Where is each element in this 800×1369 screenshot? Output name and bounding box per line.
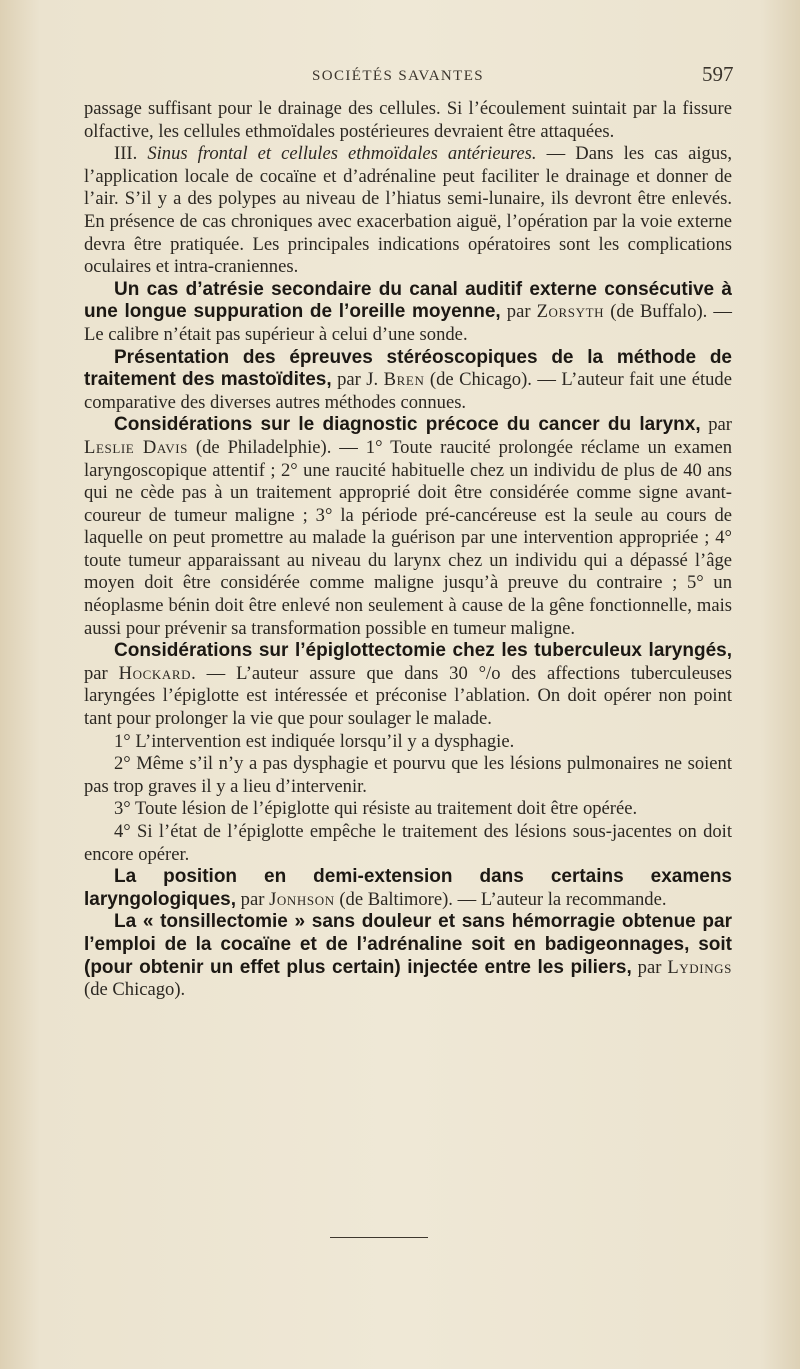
paragraph-text: (de Buffalo). — Le calibre n’était pas supérieur à celui d’une sonde.	[84, 301, 732, 345]
article-heading: Un cas d’atrésie secondaire du canal auditif externe consécutive à une longue suppuration de l’oreille moyenne,	[84, 278, 732, 323]
paragraph-text: (de Chicago). — L’auteur fait une étude comparative des diverses autres méthodes connues.	[84, 369, 732, 413]
article-heading: La « tonsillectomie » sans douleur et sans hémorragie obtenue par l’emploi de la cocaïne et de l’adrénaline soit en badigeonnages, soit (pour obtenir un effet plus certain) injectée entre les piliers,	[84, 911, 732, 978]
paragraph-text: (de Chicago).	[84, 979, 186, 1001]
section-title: Sinus frontal et cellules ethmoïdales antérieures.	[147, 143, 537, 165]
paragraph-text: . — L’auteur assure que dans 30 °/o des affections tuberculeuses laryngées l’épiglotte est intéressée et préconise l’ablation. On doit opérer non point tant pour prolonger la vie que pour soulager le malade.	[84, 662, 732, 730]
byline: par	[700, 414, 732, 436]
byline: par	[631, 956, 668, 978]
page-body	[84, 98, 732, 1002]
paragraph-tonsillectomie	[84, 911, 732, 1001]
paragraph-demi-extension	[84, 866, 732, 911]
list-item: 3° Toute lésion de l’épiglotte qui résiste au traitement doit être opérée.	[114, 798, 638, 820]
list-item: 4° Si l’état de l’épiglotte empêche le traitement des lésions sous-jacentes on doit encore opérer.	[84, 821, 732, 865]
paragraph-sinus-frontal	[84, 143, 732, 279]
byline: par	[236, 888, 270, 910]
author-name: Lydings	[667, 956, 732, 978]
page-number: 597	[702, 62, 734, 86]
end-rule-divider	[330, 1237, 428, 1238]
paragraph-continuation: passage suffisant pour le drainage des cellules. Si l’écoulement suintait par la fissure olfactive, les cellules ethmoïdales postérieures devraient être attaquées.	[84, 98, 732, 142]
paragraph-text: (de Philadelphie). — 1° Toute raucité prolongée réclame un examen laryngoscopique attentif ; 2° une raucité habituelle chez un individu de plus de 40 ans qui ne cède pas à un traitement approprié doit être considérée comme signe avant-coureur de tumeur maligne ; 3° la période pré-cancéreuse est la seule au cours de laquelle on peut promettre au malade la guérison par une intervention appropriée ; 4° toute tumeur apparaissant au niveau du larynx chez un individu qui a dépassé l’âge moyen doit être considérée comme maligne jusqu’à preuve du contraire ; 5° un néoplasme bénin doit être enlevé non seulement à cause de la gêne fonctionnelle, mais aussi pour prévenir sa transformation possible en tumeur maligne.	[84, 436, 732, 639]
paragraph-epiglottectomie	[84, 640, 732, 730]
list-item: 1° L’intervention est indiquée lorsqu’il y a dysphagie.	[114, 730, 515, 752]
author-name: Leslie Davis	[84, 436, 188, 458]
article-heading: Considérations sur l’épiglottectomie chez les tuberculeux laryngés,	[114, 640, 732, 662]
byline: par J.	[331, 369, 384, 391]
paragraph-epreuves	[84, 347, 732, 415]
author-name: Jonhson	[269, 888, 335, 910]
page-header	[0, 62, 800, 90]
author-name: Hockard	[118, 662, 192, 684]
section-number: III.	[114, 143, 138, 165]
byline: par	[84, 662, 119, 684]
byline: par	[500, 301, 537, 323]
author-name: Bren	[383, 369, 425, 391]
paragraph-text: (de Baltimore). — L’auteur la recommande.	[334, 888, 667, 910]
paragraph-cancer-larynx	[84, 414, 732, 640]
running-title: SOCIÉTÉS SAVANTES	[312, 68, 485, 84]
article-heading: Considérations sur le diagnostic précoce du cancer du larynx,	[114, 414, 701, 436]
list-item: 2° Même s’il n’y a pas dysphagie et pourvu que les lésions pulmonaires ne soient pas trop graves il y a lieu d’intervenir.	[84, 753, 732, 797]
paragraph-atresie	[84, 279, 732, 347]
article-heading: La position en demi-extension dans certains examens laryngologiques,	[84, 866, 732, 910]
paragraph-text: — Dans les cas aigus, l’application locale de cocaïne et d’adrénaline peut faciliter le drainage et donner de l’air. S’il y a des polypes au niveau de l’hiatus semi-lunaire, ils devront être enlevés. En présence de cas chroniques avec exacerbation aiguë, l’opération par la voie externe devra être pratiquée. Les principales indications opératoires sont les complications oculaires et intra-craniennes.	[84, 143, 733, 278]
article-heading: Présentation des épreuves stéréoscopiques de la méthode de traitement des mastoïdites,	[84, 346, 732, 391]
author-name: Zorsyth	[536, 301, 605, 323]
